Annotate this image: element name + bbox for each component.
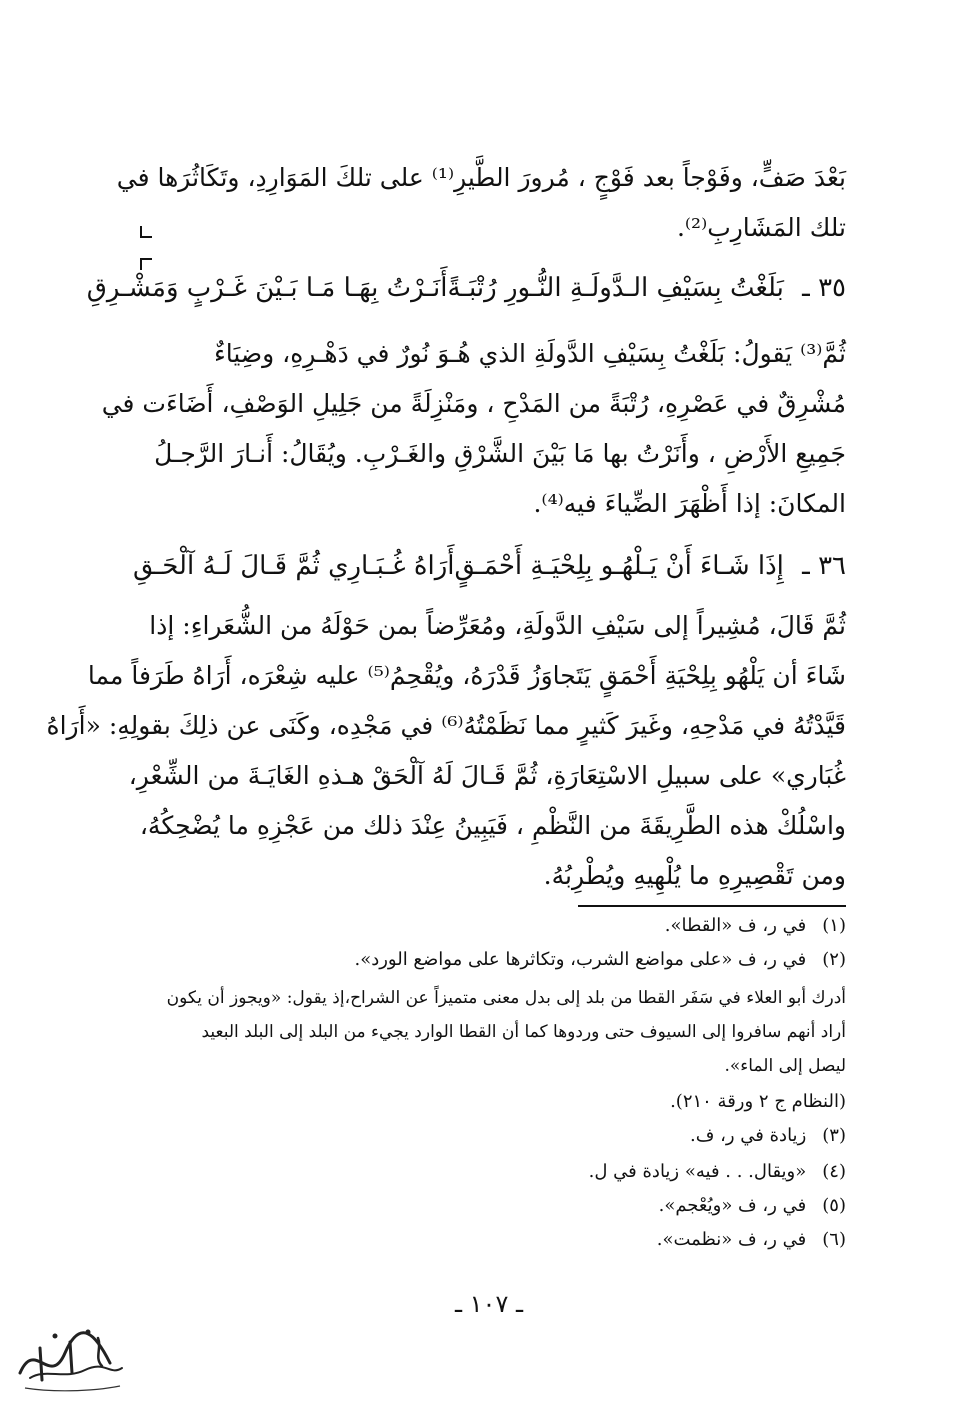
footnote-text: في ر، ف «على مواضع الشرب، وتكاثرها على مواضع الورد». <box>354 949 807 970</box>
verse-number: ٣٥ ـ <box>802 273 846 303</box>
commentary-line: جَمِيعِ الأَرْضِ ، وأَنَرْتُ بها مَا بَيْنَ الشَّرْقِ والغَـرْبِ. ويُقَالُ: أَنـارَ الرَّجـلُ <box>154 439 846 468</box>
footnote <box>134 946 846 974</box>
footnote-continuation: (النظام ج ٢ ورقة ٢١٠). <box>670 1091 846 1112</box>
commentary-line: قَيَّدْتُهُ في مَدْحِهِ، وغَيرَ كَثيرٍ مما نَظَمْتُهُ⁽⁶⁾ في مَجْدِه، وكَنَى عن ذلِكَ بقولِهِ: «أَرَاهُ <box>46 711 846 740</box>
verse-number: ٣٦ ـ <box>802 551 846 581</box>
calligraphy-stamp-logo <box>10 1318 130 1398</box>
commentary-line: مُشْرِقٌ في عَصْرِهِ، رُتْبَةً من المَدْحِ ، ومَنْزِلَةً من جَلِيلِ الوَصْفِ، أَضَاءَت في <box>101 389 846 418</box>
verse-first-hemistich: إِذَا شَـاءَ أَنْ يَـلْهُـو بِلِحْيَـةِ أَحْمَـقٍ <box>454 551 784 581</box>
verse-second-hemistich: أَنَـرْتُ بِهَـا مَـا بَـيْنَ غَـرْبٍ وَمَشْـرِقِ <box>86 273 448 303</box>
footnote-text: في ر، ف «نظمت». <box>656 1229 807 1250</box>
footnote-separator <box>578 905 846 907</box>
body-line: تلك المَشَارِبِ⁽²⁾. <box>676 213 846 242</box>
footnote-text: زيادة في ر، ف. <box>689 1125 807 1146</box>
verse-second-hemistich: أَرَاهُ غُـبَـارِي ثُمَّ قَـالَ لَـهُ آلْحَـقِ <box>132 551 455 581</box>
footnote-continuation: أراد أنهم سافروا إلى السيوف حتى وردوها كما أن القطا الوارد يجيء من البلد إلى البلد البعيد <box>201 1022 846 1042</box>
footnote-number: (١) <box>822 915 846 936</box>
footnote <box>134 1192 846 1220</box>
footnote <box>134 1122 846 1150</box>
verse-first-hemistich: بَلَغْتُ بِسَيْفِ الـدَّولَـةِ النُّـورِ رُتْبَـةً <box>447 273 784 303</box>
footnote <box>134 912 846 940</box>
commentary-line: شَاءَ أن يَلْهُو بِلِحْيَةِ أَحْمَقٍ يَتَجاوَزُ قَدْرَهُ، ويُقْحِمُ⁽⁵⁾ عليه شِعْرَه، أَرَاهُ طَرَفاً مما <box>87 661 846 690</box>
footnote-text: «ويقال. . . فيه» زيادة في ل. <box>588 1161 807 1182</box>
verse-35 <box>86 268 846 308</box>
commentary-line: غُبَاري» على سبيلِ الاسْتِعَارَةِ، ثُمَّ قَـالَ لَهُ آلْحَقْ هـذهِ الغَايَـةَ من الشِّعْرِ، <box>128 761 846 790</box>
commentary-line: ومن تَقْصِيرِهِ ما يُلْهِيهِ ويُطْرِبُهُ. <box>543 861 846 890</box>
commentary-line: واسْلُكْ هذه الطَّرِيقَةَ من النَّظْمِ ، فَيَبِينُ عِنْدَ ذلك من عَجْزِهِ ما يُضْحِكُهُ، <box>139 811 846 840</box>
footnote-number: (٣) <box>822 1125 846 1146</box>
footnote-text: في ر، ف «ويُعْجم». <box>658 1195 807 1216</box>
footnote-number: (٦) <box>822 1229 846 1250</box>
footnote-text: في ر، ف «القطا». <box>664 915 807 936</box>
verse-36 <box>134 546 846 586</box>
footnote-continuation: أدرك أبو العلاء في سَفَر القطا من بلد إلى بدل معنى متميزاً عن الشراح،إذ يقول: «ويجوز أن يكون <box>166 988 846 1008</box>
commentary-line: ثُمَّ⁽³⁾ يَقولُ: بَلَغْتُ بِسَيْفِ الدَّولَةِ الذي هُـوَ نُورٌ في دَهْـرِهِ، وضِيَاءٌ <box>213 339 846 368</box>
page-number: ـ ١٠٧ ـ <box>454 1290 523 1318</box>
footnote <box>134 1226 846 1254</box>
footnote-number: (٢) <box>822 949 846 970</box>
footnote-continuation: ليصل إلى الماء». <box>724 1056 846 1076</box>
commentary-line: المكانَ: إذا أَظْهَرَ الضِّياءَ فيه⁽⁴⁾. <box>533 489 846 518</box>
footnote <box>134 1158 846 1186</box>
section-mark-end <box>140 226 152 238</box>
footnote-number: (٤) <box>822 1161 846 1182</box>
commentary-line: ثُمَّ قَالَ، مُشِيراً إلى سَيْفِ الدَّولَةِ، ومُعَرِّضاً بمن حَوْلَهُ من الشُّعَراءِ: إذا <box>149 611 846 640</box>
body-line: بَعْدَ صَفٍّ، وفَوْجاً بعد فَوْجٍ ، مُرورَ الطَّيرِ⁽¹⁾ على تلكَ المَوَارِدِ، وتَكَاثُرَها في <box>116 163 846 192</box>
footnote-number: (٥) <box>822 1195 846 1216</box>
